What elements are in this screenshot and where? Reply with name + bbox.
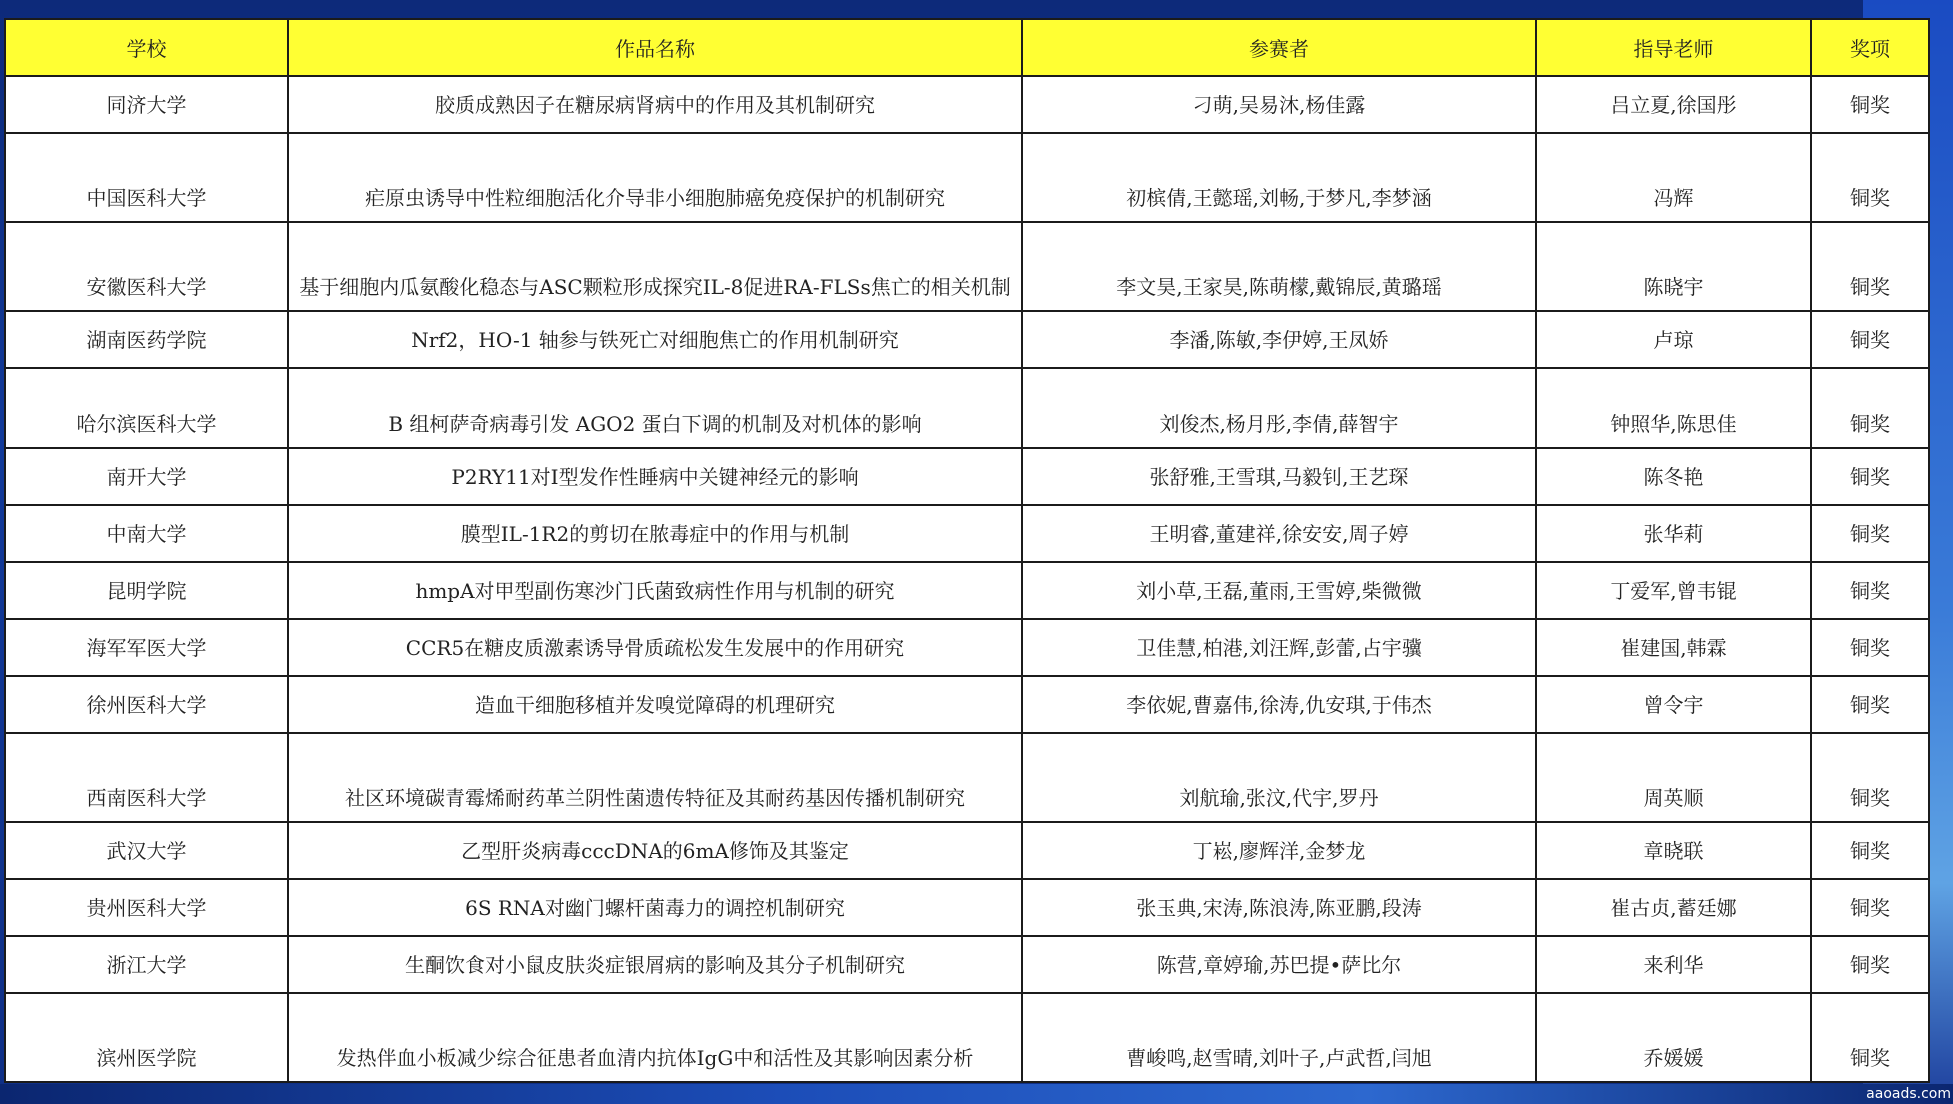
cell-school: 湖南医药学院 bbox=[5, 311, 288, 368]
cell-advisor: 张华莉 bbox=[1536, 505, 1811, 562]
cell-participants: 刘航瑜,张汶,代宇,罗丹 bbox=[1022, 733, 1536, 822]
cell-title: 疟原虫诱导中性粒细胞活化介导非小细胞肺癌免疫保护的机制研究 bbox=[288, 133, 1022, 222]
cell-title: Nrf2，HO-1 轴参与铁死亡对细胞焦亡的作用机制研究 bbox=[288, 311, 1022, 368]
cell-participants: 陈营,章婷瑜,苏巴提•萨比尔 bbox=[1022, 936, 1536, 993]
header-school: 学校 bbox=[5, 19, 288, 76]
cell-award: 铜奖 bbox=[1811, 822, 1929, 879]
table-row bbox=[5, 936, 1929, 993]
watermark: aaoads.com bbox=[1866, 1086, 1951, 1102]
cell-advisor: 卢琼 bbox=[1536, 311, 1811, 368]
cell-advisor: 来利华 bbox=[1536, 936, 1811, 993]
cell-award: 铜奖 bbox=[1811, 133, 1929, 222]
cell-participants: 李潘,陈敏,李伊婷,王凤娇 bbox=[1022, 311, 1536, 368]
cell-title: 生酮饮食对小鼠皮肤炎症银屑病的影响及其分子机制研究 bbox=[288, 936, 1022, 993]
cell-award: 铜奖 bbox=[1811, 448, 1929, 505]
cell-title: 基于细胞内瓜氨酸化稳态与ASC颗粒形成探究IL-8促进RA-FLSs焦亡的相关机制 bbox=[288, 222, 1022, 311]
cell-title: 发热伴血小板减少综合征患者血清内抗体IgG中和活性及其影响因素分析 bbox=[288, 993, 1022, 1082]
cell-title: 社区环境碳青霉烯耐药革兰阴性菌遗传特征及其耐药基因传播机制研究 bbox=[288, 733, 1022, 822]
table-row bbox=[5, 619, 1929, 676]
cell-school: 武汉大学 bbox=[5, 822, 288, 879]
background-strip bbox=[0, 1084, 1953, 1104]
cell-school: 同济大学 bbox=[5, 76, 288, 133]
table-row bbox=[5, 879, 1929, 936]
cell-title: P2RY11对I型发作性睡病中关键神经元的影响 bbox=[288, 448, 1022, 505]
cell-award: 铜奖 bbox=[1811, 222, 1929, 311]
cell-participants: 王明睿,董建祥,徐安安,周子婷 bbox=[1022, 505, 1536, 562]
cell-award: 铜奖 bbox=[1811, 562, 1929, 619]
table-row bbox=[5, 822, 1929, 879]
cell-advisor: 吕立夏,徐国彤 bbox=[1536, 76, 1811, 133]
cell-participants: 刁萌,吴易沐,杨佳露 bbox=[1022, 76, 1536, 133]
cell-school: 中南大学 bbox=[5, 505, 288, 562]
cell-title: 胶质成熟因子在糖尿病肾病中的作用及其机制研究 bbox=[288, 76, 1022, 133]
cell-award: 铜奖 bbox=[1811, 936, 1929, 993]
cell-advisor: 钟照华,陈思佳 bbox=[1536, 368, 1811, 448]
table-row bbox=[5, 505, 1929, 562]
cell-participants: 卫佳慧,柏港,刘汪辉,彭蕾,占宇骥 bbox=[1022, 619, 1536, 676]
cell-school: 徐州医科大学 bbox=[5, 676, 288, 733]
cell-award: 铜奖 bbox=[1811, 993, 1929, 1082]
header-award: 奖项 bbox=[1811, 19, 1929, 76]
awards-table bbox=[4, 18, 1930, 1083]
cell-advisor: 陈晓宇 bbox=[1536, 222, 1811, 311]
cell-advisor: 丁爱军,曾韦锟 bbox=[1536, 562, 1811, 619]
cell-school: 贵州医科大学 bbox=[5, 879, 288, 936]
cell-title: 膜型IL-1R2的剪切在脓毒症中的作用与机制 bbox=[288, 505, 1022, 562]
table-row bbox=[5, 676, 1929, 733]
cell-participants: 曹峻鸣,赵雪晴,刘叶子,卢武哲,闫旭 bbox=[1022, 993, 1536, 1082]
cell-school: 安徽医科大学 bbox=[5, 222, 288, 311]
cell-award: 铜奖 bbox=[1811, 676, 1929, 733]
cell-school: 浙江大学 bbox=[5, 936, 288, 993]
cell-advisor: 章晓联 bbox=[1536, 822, 1811, 879]
table-row bbox=[5, 448, 1929, 505]
table-row bbox=[5, 733, 1929, 822]
cell-title: 乙型肝炎病毒cccDNA的6mA修饰及其鉴定 bbox=[288, 822, 1022, 879]
cell-participants: 李依妮,曹嘉伟,徐涛,仇安琪,于伟杰 bbox=[1022, 676, 1536, 733]
cell-title: B 组柯萨奇病毒引发 AGO2 蛋白下调的机制及对机体的影响 bbox=[288, 368, 1022, 448]
cell-award: 铜奖 bbox=[1811, 311, 1929, 368]
cell-advisor: 周英顺 bbox=[1536, 733, 1811, 822]
cell-participants: 刘俊杰,杨月彤,李倩,薛智宇 bbox=[1022, 368, 1536, 448]
cell-advisor: 乔媛媛 bbox=[1536, 993, 1811, 1082]
cell-advisor: 崔建国,韩霖 bbox=[1536, 619, 1811, 676]
header-participants: 参赛者 bbox=[1022, 19, 1536, 76]
cell-participants: 丁崧,廖辉洋,金梦龙 bbox=[1022, 822, 1536, 879]
cell-school: 海军军医大学 bbox=[5, 619, 288, 676]
cell-title: hmpA对甲型副伤寒沙门氏菌致病性作用与机制的研究 bbox=[288, 562, 1022, 619]
cell-participants: 李文昊,王家昊,陈萌檬,戴锦辰,黄璐瑶 bbox=[1022, 222, 1536, 311]
cell-title: CCR5在糖皮质激素诱导骨质疏松发生发展中的作用研究 bbox=[288, 619, 1022, 676]
cell-advisor: 陈冬艳 bbox=[1536, 448, 1811, 505]
cell-participants: 初槟倩,王懿瑶,刘畅,于梦凡,李梦涵 bbox=[1022, 133, 1536, 222]
cell-school: 西南医科大学 bbox=[5, 733, 288, 822]
cell-award: 铜奖 bbox=[1811, 368, 1929, 448]
cell-school: 昆明学院 bbox=[5, 562, 288, 619]
table-row bbox=[5, 368, 1929, 448]
cell-award: 铜奖 bbox=[1811, 76, 1929, 133]
cell-participants: 刘小草,王磊,董雨,王雪婷,柴微微 bbox=[1022, 562, 1536, 619]
table-row bbox=[5, 133, 1929, 222]
table-row bbox=[5, 76, 1929, 133]
cell-participants: 张玉典,宋涛,陈浪涛,陈亚鹏,段涛 bbox=[1022, 879, 1536, 936]
cell-title: 造血干细胞移植并发嗅觉障碍的机理研究 bbox=[288, 676, 1022, 733]
cell-award: 铜奖 bbox=[1811, 505, 1929, 562]
cell-school: 中国医科大学 bbox=[5, 133, 288, 222]
cell-advisor: 崔古贞,蓄廷娜 bbox=[1536, 879, 1811, 936]
cell-award: 铜奖 bbox=[1811, 879, 1929, 936]
cell-school: 哈尔滨医科大学 bbox=[5, 368, 288, 448]
table-row bbox=[5, 222, 1929, 311]
header-advisor: 指导老师 bbox=[1536, 19, 1811, 76]
cell-award: 铜奖 bbox=[1811, 733, 1929, 822]
cell-participants: 张舒雅,王雪琪,马毅钊,王艺琛 bbox=[1022, 448, 1536, 505]
table-row bbox=[5, 993, 1929, 1082]
cell-award: 铜奖 bbox=[1811, 619, 1929, 676]
cell-advisor: 冯辉 bbox=[1536, 133, 1811, 222]
header-title: 作品名称 bbox=[288, 19, 1022, 76]
cell-school: 滨州医学院 bbox=[5, 993, 288, 1082]
table-header-row bbox=[5, 19, 1929, 76]
table-row bbox=[5, 562, 1929, 619]
cell-advisor: 曾令宇 bbox=[1536, 676, 1811, 733]
table-row bbox=[5, 311, 1929, 368]
cell-school: 南开大学 bbox=[5, 448, 288, 505]
cell-title: 6S RNA对幽门螺杆菌毒力的调控机制研究 bbox=[288, 879, 1022, 936]
